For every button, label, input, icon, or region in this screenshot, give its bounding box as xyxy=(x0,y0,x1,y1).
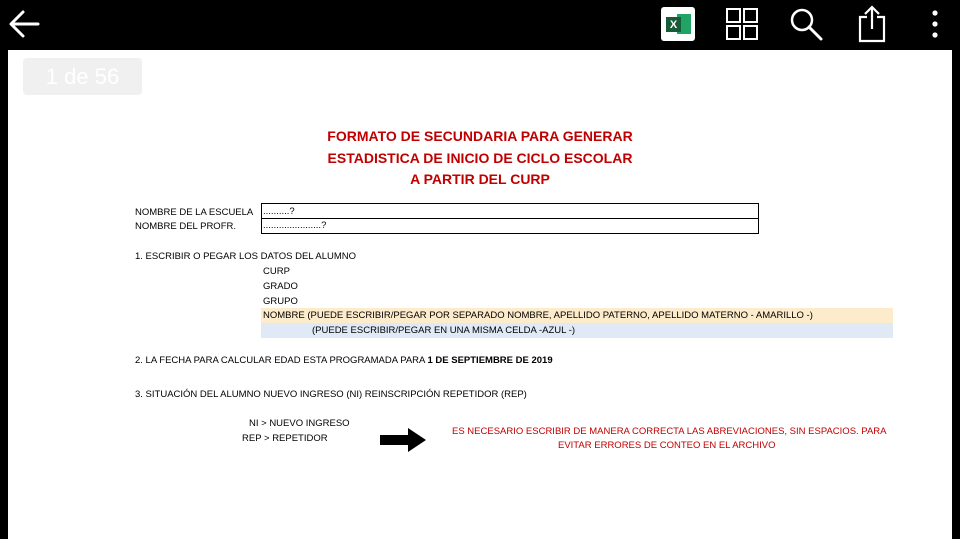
excel-x-mark: X xyxy=(666,17,681,32)
header-fields-box xyxy=(261,203,759,234)
step1-text: 1. ESCRIBIR O PEGAR LOS DATOS DEL ALUMNO xyxy=(135,251,357,262)
teacher-field[interactable]: ......................? xyxy=(263,220,327,231)
school-label: NOMBRE DE LA ESCUELA xyxy=(135,207,254,218)
search-icon[interactable] xyxy=(786,0,826,48)
more-vert-icon[interactable] xyxy=(920,0,950,48)
share-icon[interactable] xyxy=(854,0,890,48)
field-curp: CURP xyxy=(263,266,290,277)
doc-title-line2: ESTADISTICA DE INICIO DE CICLO ESCOLAR xyxy=(327,150,633,166)
arrow-right-icon xyxy=(380,428,426,457)
document-page[interactable] xyxy=(8,50,952,539)
page-indicator: 1 de 56 xyxy=(23,58,142,95)
rep-line: REP > REPETIDOR xyxy=(242,433,328,444)
grid-view-icon[interactable] xyxy=(724,0,760,48)
top-toolbar xyxy=(0,0,960,48)
step2-date: 1 DE SEPTIEMBRE DE 2019 xyxy=(427,355,553,366)
step3-text: 3. SITUACIÓN DEL ALUMNO NUEVO INGRESO (NI) REINSCRIPCIÓN REPETIDOR (REP) xyxy=(135,389,527,400)
arrow-left-icon[interactable] xyxy=(0,0,48,48)
field-grupo: GRUPO xyxy=(263,296,298,307)
ni-line: NI > NUEVO INGRESO xyxy=(249,418,350,429)
doc-title-line3: A PARTIR DEL CURP xyxy=(410,171,550,187)
warning-line1: ES NECESARIO ESCRIBIR DE MANERA CORRECTA LAS ABREVIACIONES, SIN ESPACIOS. PARA xyxy=(452,426,887,437)
doc-title-line1: FORMATO DE SECUNDARIA PARA GENERAR xyxy=(327,130,633,142)
school-field[interactable]: ..........? xyxy=(263,206,295,217)
nombre-blue-text: (PUEDE ESCRIBIR/PEGAR EN UNA MISMA CELDA -AZUL -) xyxy=(312,325,576,336)
excel-app-icon[interactable] xyxy=(660,0,696,48)
nombre-yellow-text: NOMBRE (PUEDE ESCRIBIR/PEGAR POR SEPARADO NOMBRE, APELLIDO PATERNO, APELLIDO MATERNO - AMARILLO -) xyxy=(263,310,813,321)
teacher-label: NOMBRE DEL PROFR. xyxy=(135,221,236,232)
step2-text xyxy=(135,355,553,366)
title-clip xyxy=(280,130,680,142)
field-grado: GRADO xyxy=(263,281,298,292)
warning-line2: EVITAR ERRORES DE CONTEO EN EL ARCHIVO xyxy=(558,440,776,451)
step2-prefix: 2. LA FECHA PARA CALCULAR EDAD ESTA PROGRAMADA PARA xyxy=(135,355,425,366)
box-divider xyxy=(262,218,758,219)
